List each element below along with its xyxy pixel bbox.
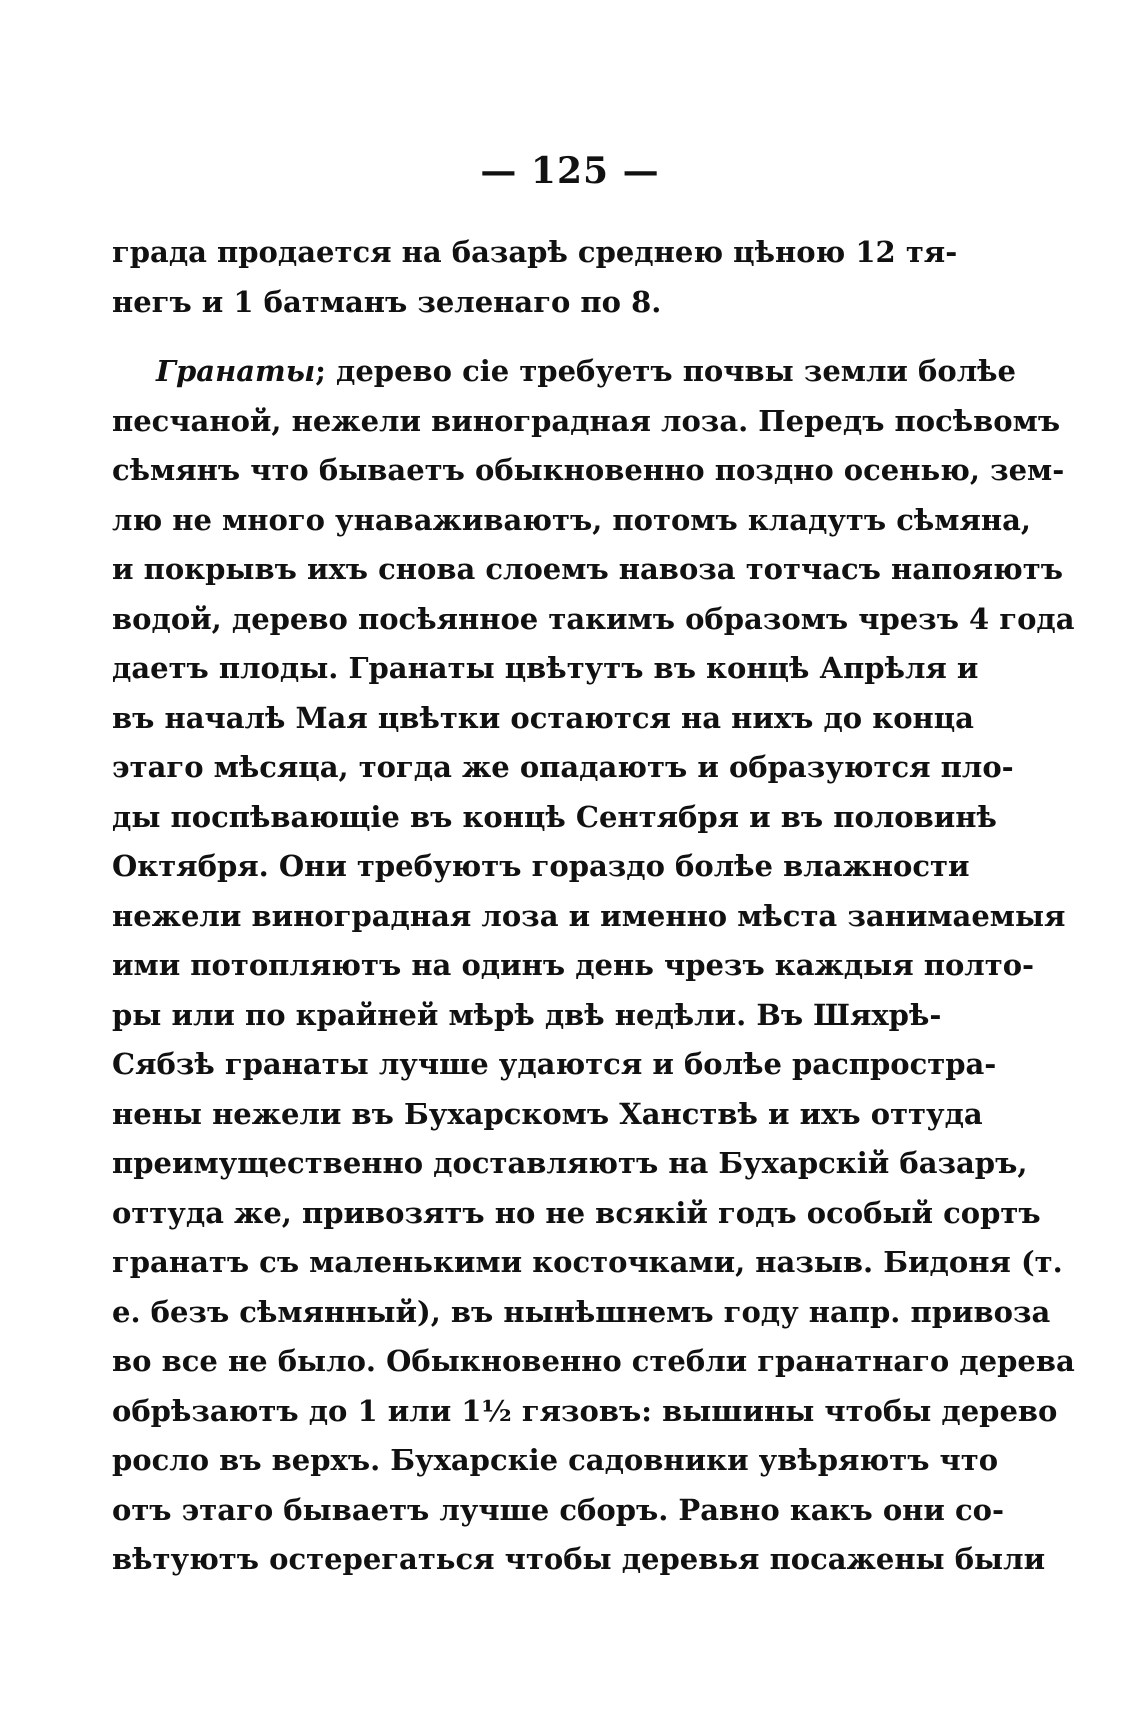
text-line: града продается на базарѣ среднею цѣною 12 тя- — [112, 235, 958, 269]
text-line: отъ этаго бываетъ лучше сборъ. Равно какъ они со- — [112, 1492, 1005, 1527]
text-line: нежели виноградная лоза и именно мѣста занимаемыя — [112, 898, 1066, 933]
text-line: вѣтуютъ остерегаться чтобы деревья посажены были — [112, 1542, 1046, 1576]
page-number: — 125 — — [480, 150, 660, 192]
text-line: преимущественно доставляютъ на Бухарскій базаръ, — [112, 1146, 1028, 1180]
text-line: росло въ верхъ. Бухарскіе садовники увѣряютъ что — [112, 1443, 999, 1477]
text-line: ды поспѣвающіе въ концѣ Сентября и въ половинѣ — [112, 799, 997, 834]
text-line: песчаной, нежели виноградная лоза. Передъ посѣвомъ — [112, 403, 1061, 438]
text-line: сѣмянъ что бываетъ обыкновенно поздно осенью, зем- — [112, 453, 1065, 487]
text-line: негъ и 1 батманъ зеленаго по 8. — [112, 284, 662, 319]
text-line: въ началѣ Мая цвѣтки остаются на нихъ до конца — [112, 700, 974, 735]
text-line: Сябзѣ гранаты лучше удаются и болѣе распростра- — [112, 1047, 997, 1081]
text-line: Октября. Они требуютъ гораздо болѣе влажности — [112, 849, 970, 883]
text-line: обрѣзаютъ до 1 или 1½ гязовъ: вышины чтобы дерево — [112, 1393, 1058, 1428]
text-line: е. безъ сѣмянный), въ нынѣшнемъ году напр. привоза — [112, 1294, 1051, 1329]
text-line: во все не было. Обыкновенно стебли гранатнаго дерева — [112, 1344, 1075, 1378]
text-line: и покрывъ ихъ снова слоемъ навоза тотчасъ напояютъ — [112, 552, 1063, 586]
text-line: нены нежели въ Бухарскомъ Ханствѣ и ихъ оттуда — [112, 1096, 983, 1131]
text-line: водой, дерево посѣянное такимъ образомъ чрезъ 4 года — [112, 601, 1075, 636]
text-line: даетъ плоды. Гранаты цвѣтутъ въ концѣ Апрѣля и — [112, 651, 979, 685]
text-line: оттуда же, привозятъ но не всякій годъ особый сортъ — [112, 1195, 1041, 1230]
text-line-rest: ; дерево сіе требуетъ почвы земли болѣе — [315, 354, 1016, 388]
text-line: ры или по крайней мѣрѣ двѣ недѣли. Въ Шяхрѣ- — [112, 997, 942, 1032]
body-text — [112, 228, 1075, 1585]
text-line: этаго мѣсяца, тогда же опадаютъ и образуются пло- — [112, 750, 1014, 784]
text-line: ими потопляютъ на одинъ день чрезъ каждыя полто- — [112, 948, 1035, 982]
text-line: лю не много унаваживаютъ, потомъ кладутъ сѣмяна, — [112, 502, 1031, 537]
text-line-paragraph-start — [112, 347, 1016, 397]
text-line: гранатъ съ маленькими косточками, назыв. Бидоня (т. — [112, 1245, 1063, 1279]
italic-term: Гранаты — [156, 354, 316, 388]
